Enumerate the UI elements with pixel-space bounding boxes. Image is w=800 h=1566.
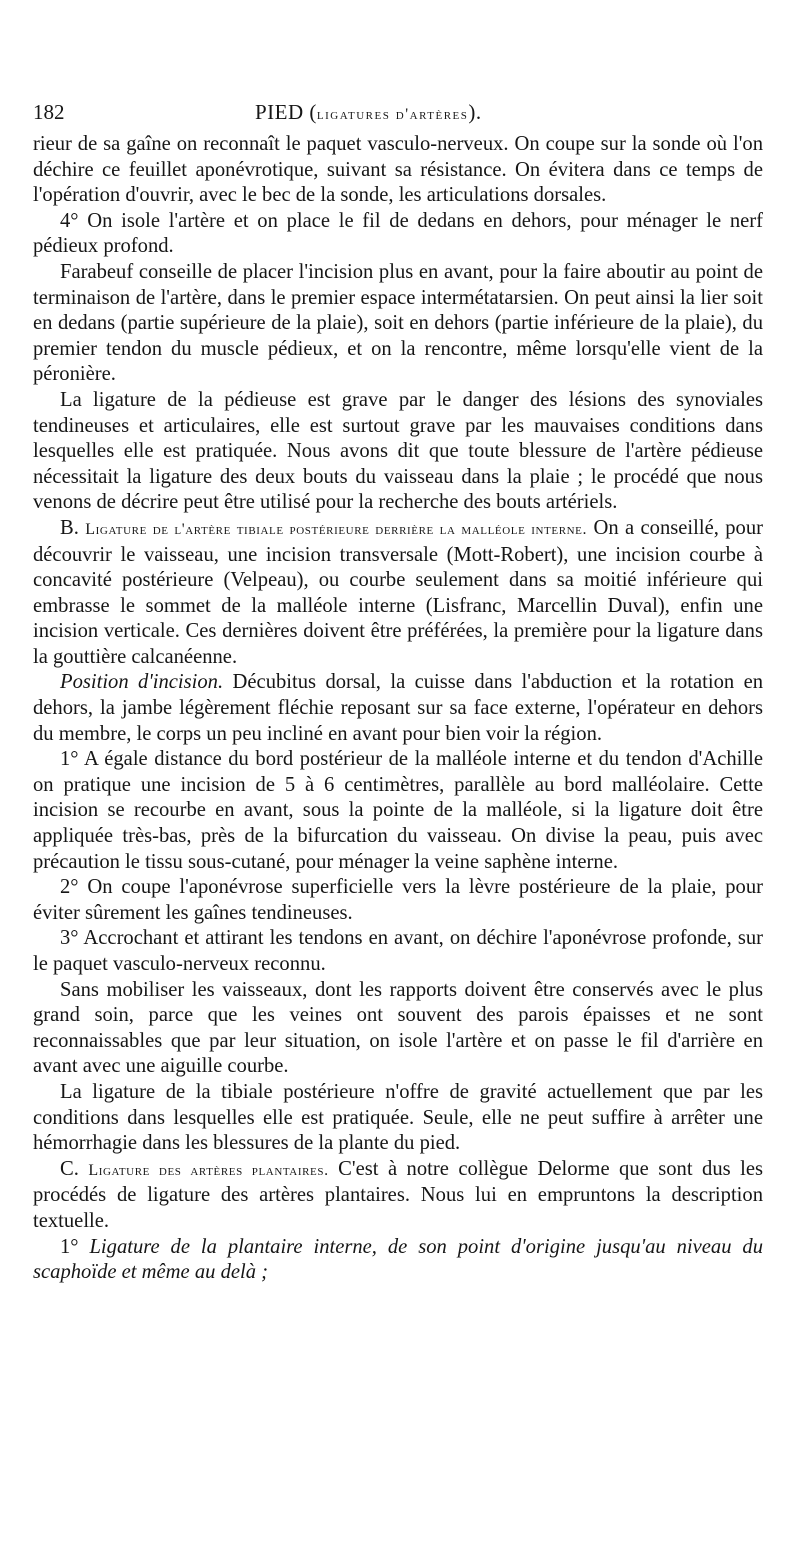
section-c-heading: Ligature des artères plantaires. [88,1161,329,1179]
paragraph-tibiale-gravity: La ligature de la tibiale postérieure n'offre de gravité actuellement que par les conditions dans lesquelles elle est pratiquée. Seule, elle ne peut suffire à arrêter une hémorrhagie dans les blessures de la plante du pied. [33,1080,763,1155]
book-page [33,92,763,1286]
position-text: Décubitus dorsal, la cuisse dans l'abduction et la rotation en dehors, la jambe légèrement fléchie reposant sur sa face externe, l'opérateur en dehors du membre, le corps un peu incliné en avant pour bien voir la région. [33,671,764,745]
section-c-text: C'est à notre collègue Delorme que sont dus les procédés de ligature des artères plantaires. Nous lui en empruntons la description textuelle. [33,1157,763,1232]
section-c-plantaires [33,1157,763,1235]
section-b-text: On a conseillé, pour découvrir le vaisseau, une incision transversale (Mott-Robert), une incision courbe à concavité postérieure (Velpeau), ou courbe seulement dans sa moitié inférieure qui embrasse le sommet de la malléole interne (Lisfranc, Marcellin Duval), enfin une incision verticale. Ces dernières doivent être préférées, la première pour la ligature dans la gouttière calcanéenne. [33,516,763,668]
paragraph-step-1: 1° A égale distance du bord postérieur de la malléole interne et du tendon d'Achille on pratique une incision de 5 à 6 centimètres, parallèle au bord malléolaire. Cette incision se recourbe en avant, sous la pointe de la malléole, si la ligature doit être appliquée très-bas, près de la bifurcation du vaisseau. On divise la peau, puis avec précaution le tissu sous-cutané, pour ménager la veine saphène interne. [33,748,763,873]
section-c-label: C. [60,1157,79,1180]
paragraph-step-3: 3° Accrochant et attirant les tendons en avant, on déchire l'aponévrose profonde, sur le paquet vasculo-nerveux reconnu. [33,927,763,975]
section-b-heading: Ligature de l'artère tibiale postérieure derrière la malléole interne. [85,520,588,538]
paragraph-plantaire-interne [33,1235,763,1286]
section-b-tibiale-posterieure [33,516,763,671]
position-lead: Position d'incision. [60,671,224,694]
paragraph-continued: rieur de sa gaîne on reconnaît le paquet vasculo-nerveux. On coupe sur la sonde où l'on déchire ce feuillet aponévrotique, suivant sa résistance. On évitera dans ce temps de l'opération d'ouvrir, avec le bec de la sonde, les articulations dorsales. [33,133,763,207]
paragraph-isolation: Sans mobiliser les vaisseaux, dont les rapports doivent être conservés avec le plus grand soin, parce que les veines ont souvent des parois épaisses et ne sont reconnaissables que par leur situation, on isole l'artère et on passe le fil d'arrière en avant avec une aiguille courbe. [33,978,763,1078]
running-title [255,92,482,135]
running-title-smallcaps: ligatures d'artères [316,106,469,123]
running-title-main: PIED ( [255,100,317,124]
paragraph-pedieuse-gravity: La ligature de la pédieuse est grave par le danger des lésions des synoviales tendineuses et articulaires, elle est surtout grave par les mauvaises conditions dans lesquelles elle est pratiquée. Nous avons dit que toute blessure de l'artère pédieuse nécessitait la ligature des deux bouts du vaisseau dans la plaie ; le procédé que nous venons de décrire peut être utilisé pour la recherche des bouts artériels. [33,388,763,514]
paragraph-step-4: 4° On isole l'artère et on place le fil de dedans en dehors, pour ménager le nerf pédieux profond. [33,209,763,258]
running-title-end: ). [468,100,482,124]
paragraph-position [33,670,763,747]
plantaire-label: 1° [60,1235,79,1258]
body-text [33,132,763,1286]
running-head [33,92,763,132]
paragraph-step-2: 2° On coupe l'aponévrose superficielle vers la lèvre postérieure de la plaie, pour éviter sûrement les gaînes tendineuses. [33,876,763,924]
page-number: 182 [33,100,65,124]
section-b-label: B. [60,516,79,539]
plantaire-italic-text: Ligature de la plantaire interne, de son point d'origine jusqu'au niveau du scaphoïde et même au delà ; [33,1235,764,1284]
paragraph-farabeuf: Farabeuf conseille de placer l'incision plus en avant, pour la faire aboutir au point de terminaison de l'artère, dans le premier espace intermétatarsien. On peut ainsi la lier soit en dedans (partie supérieure de la plaie), soit en dehors (partie inférieure de la plaie), du premier tendon du muscle pédieux, et on la rencontre, même lorsqu'elle vient de la péronière. [33,260,763,386]
